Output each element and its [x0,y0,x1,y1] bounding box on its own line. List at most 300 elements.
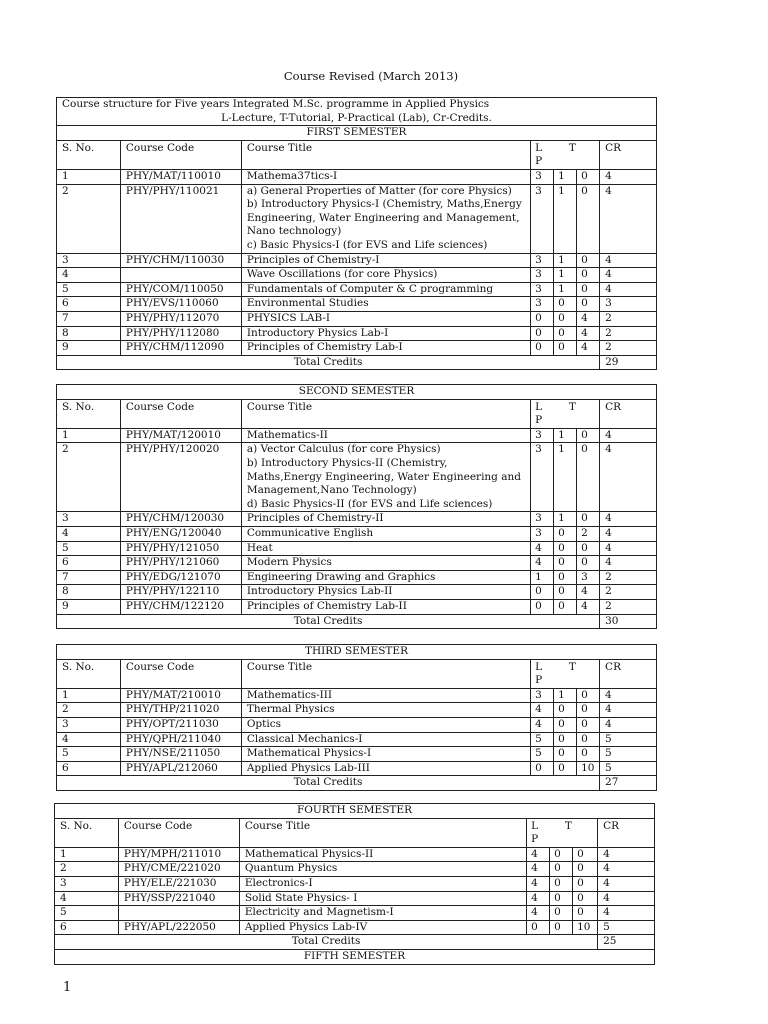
header-ltp [531,659,600,688]
course-row [55,847,655,862]
course-code: PHY/ENG/120040 [120,526,241,541]
course-row [57,761,657,776]
course-cr: 2 [600,570,657,585]
course-code: PHY/MAT/110010 [120,169,241,184]
course-p: 4 [577,326,600,341]
course-cr: 5 [600,732,657,747]
semester-heading: FIFTH SEMESTER [55,949,655,964]
course-sno: 4 [57,732,121,747]
course-t: 0 [554,703,577,718]
course-title: Electricity and Magnetism-I [239,906,526,921]
column-header-row [57,399,657,428]
course-code: PHY/APL/222050 [118,920,239,935]
header-t: T [568,660,576,673]
course-p: 4 [577,341,600,356]
course-sno: 7 [57,570,121,585]
course-title: Engineering Drawing and Graphics [241,570,530,585]
header-p: P [535,674,543,687]
course-sno: 9 [57,599,121,614]
course-l: 0 [531,585,554,600]
course-title: Communicative English [241,526,530,541]
course-sno: 6 [57,297,121,312]
course-cr: 4 [600,268,657,283]
course-sno: 2 [57,443,121,512]
total-credits-label: Total Credits [57,614,600,629]
course-t: 1 [554,428,577,443]
course-code: PHY/OPT/211030 [120,717,241,732]
header-code: Course Code [120,140,241,169]
course-title: Quantum Physics [239,862,526,877]
course-t: 0 [554,297,577,312]
course-t: 1 [554,169,577,184]
course-p: 0 [577,253,600,268]
course-p: 4 [577,311,600,326]
course-t: 0 [554,717,577,732]
total-credits-row [57,614,657,629]
course-cr: 5 [598,920,655,935]
total-credits-value: 25 [598,935,655,950]
course-p: 0 [577,512,600,527]
course-code: PHY/ELE/221030 [118,876,239,891]
course-t: 0 [550,876,573,891]
header-sno: S. No. [57,659,121,688]
column-header-row [57,140,657,169]
course-t: 0 [554,732,577,747]
semester-heading-row [57,126,657,141]
course-t: 0 [550,891,573,906]
course-cr: 4 [600,428,657,443]
course-cr: 4 [598,906,655,921]
column-header-row [55,818,655,847]
course-t: 0 [554,326,577,341]
course-t: 0 [554,526,577,541]
course-l: 3 [531,268,554,283]
semester-table-second [56,384,657,629]
course-title: Mathematical Physics-II [239,847,526,862]
course-row [57,253,657,268]
course-p: 3 [577,570,600,585]
course-l: 4 [531,556,554,571]
course-cr: 4 [598,891,655,906]
course-p: 0 [577,428,600,443]
course-code: PHY/PHY/120020 [120,443,241,512]
course-l: 4 [531,703,554,718]
course-p: 0 [573,906,598,921]
course-t: 0 [554,341,577,356]
course-title: Modern Physics [241,556,530,571]
course-code: PHY/CHM/110030 [120,253,241,268]
course-row [57,268,657,283]
course-p: 0 [577,541,600,556]
header-title: Course Title [241,659,530,688]
course-l: 3 [531,443,554,512]
course-cr: 4 [600,512,657,527]
course-sno: 3 [57,512,121,527]
course-title: Heat [241,541,530,556]
course-row [57,297,657,312]
course-sno: 5 [57,747,121,762]
course-row [55,920,655,935]
course-code: PHY/PHY/112070 [120,311,241,326]
course-code: PHY/PHY/112080 [120,326,241,341]
course-row [57,169,657,184]
header-t: T [568,141,576,154]
course-sno: 2 [57,184,121,253]
course-p: 0 [577,169,600,184]
course-title: Wave Oscillations (for core Physics) [241,268,530,283]
column-header-row [57,659,657,688]
intro-line-2: L-Lecture, T-Tutorial, P-Practical (Lab), Cr-Credits. [221,111,492,124]
course-title: Mathema37tics-I [241,169,530,184]
course-code: PHY/APL/212060 [120,761,241,776]
header-cr: CR [600,140,657,169]
header-l: L [535,141,543,154]
course-code: PHY/EDG/121070 [120,570,241,585]
header-sno: S. No. [57,140,121,169]
course-cr: 4 [600,526,657,541]
semester-heading: FIRST SEMESTER [57,126,657,141]
course-row [57,556,657,571]
course-row [57,541,657,556]
course-title: PHYSICS LAB-I [241,311,530,326]
total-credits-row [57,355,657,370]
course-l: 3 [531,253,554,268]
course-row [57,570,657,585]
total-credits-row [57,776,657,791]
course-cr: 5 [600,747,657,762]
course-sno: 3 [57,717,121,732]
header-sno: S. No. [57,399,121,428]
course-t: 0 [550,862,573,877]
course-l: 4 [531,541,554,556]
course-p: 0 [577,688,600,703]
course-t: 1 [554,253,577,268]
semester-heading: THIRD SEMESTER [57,645,657,660]
header-code: Course Code [120,659,241,688]
header-t: T [564,819,572,832]
course-t: 1 [554,512,577,527]
course-l: 0 [531,341,554,356]
course-code: PHY/CHM/112090 [120,341,241,356]
course-sno: 9 [57,341,121,356]
course-row [57,703,657,718]
header-title: Course Title [241,140,530,169]
total-credits-value: 27 [600,776,657,791]
course-code: PHY/MPH/211010 [118,847,239,862]
course-sno: 4 [57,268,121,283]
course-row [55,891,655,906]
course-title: Principles of Chemistry-I [241,253,530,268]
header-cr: CR [600,659,657,688]
course-cr: 4 [598,847,655,862]
course-l: 0 [531,761,554,776]
course-row [55,906,655,921]
course-row [57,326,657,341]
course-row [55,876,655,891]
course-l: 3 [531,512,554,527]
header-l: L [531,819,539,832]
course-cr: 5 [600,761,657,776]
course-t: 1 [554,282,577,297]
page-title: Course Revised (March 2013) [283,69,459,83]
course-sno: 6 [57,761,121,776]
header-ltp [531,140,600,169]
course-code: PHY/NSE/211050 [120,747,241,762]
course-p: 4 [577,599,600,614]
course-p: 0 [577,268,600,283]
course-l: 5 [531,732,554,747]
course-t: 0 [554,556,577,571]
course-row [57,428,657,443]
header-p: P [531,833,539,846]
course-p: 0 [577,282,600,297]
course-code: PHY/SSP/221040 [118,891,239,906]
semester-heading: FOURTH SEMESTER [55,804,655,819]
course-sno: 2 [57,703,121,718]
course-title: Mathematics-III [241,688,530,703]
course-p: 0 [577,747,600,762]
course-p: 0 [577,732,600,747]
course-sno: 8 [57,585,121,600]
course-row [57,732,657,747]
course-sno: 8 [57,326,121,341]
course-title: Principles of Chemistry Lab-I [241,341,530,356]
header-ltp [531,399,600,428]
course-p: 0 [577,556,600,571]
course-sno: 3 [57,253,121,268]
header-code: Course Code [120,399,241,428]
course-cr: 4 [600,717,657,732]
course-l: 3 [531,526,554,541]
course-p: 0 [573,862,598,877]
header-title: Course Title [241,399,530,428]
course-title: Principles of Chemistry-II [241,512,530,527]
course-l: 4 [527,891,550,906]
course-sno: 1 [57,428,121,443]
course-l: 3 [531,169,554,184]
course-p: 0 [577,297,600,312]
course-row [57,443,657,512]
course-row [57,747,657,762]
semester-heading-row [57,645,657,660]
course-sno: 1 [57,688,121,703]
course-title: Environmental Studies [241,297,530,312]
course-title: a) Vector Calculus (for core Physics) b) Introductory Physics-II (Chemistry, Maths,Energy Engineering, Water Engineering and Management,Nano Technology) d) Basic Physics-II (for EVS and Life sciences) [241,443,530,512]
total-credits-value: 30 [600,614,657,629]
course-title: Applied Physics Lab-III [241,761,530,776]
course-l: 1 [531,570,554,585]
course-code [120,268,241,283]
header-sno: S. No. [55,818,119,847]
course-t: 1 [554,184,577,253]
course-code: PHY/EVS/110060 [120,297,241,312]
course-row [57,688,657,703]
course-cr: 4 [600,184,657,253]
course-sno: 4 [55,891,119,906]
course-t: 0 [550,920,573,935]
course-l: 0 [531,599,554,614]
course-l: 3 [531,282,554,297]
course-sno: 3 [55,876,119,891]
course-t: 0 [554,761,577,776]
page-number: 1 [63,980,72,995]
course-t: 1 [554,268,577,283]
semester-table-first [56,97,657,370]
course-code [118,906,239,921]
course-row [57,526,657,541]
course-row [57,512,657,527]
course-l: 0 [527,920,550,935]
course-p: 0 [577,184,600,253]
total-credits-row [55,935,655,950]
course-t: 0 [550,847,573,862]
semester-heading-row [55,949,655,964]
course-title: Mathematical Physics-I [241,747,530,762]
course-cr: 4 [600,556,657,571]
course-sno: 6 [55,920,119,935]
course-row [57,282,657,297]
course-code: PHY/PHY/121060 [120,556,241,571]
course-title: Solid State Physics- I [239,891,526,906]
course-t: 0 [554,311,577,326]
course-l: 5 [531,747,554,762]
course-sno: 5 [55,906,119,921]
course-p: 0 [577,703,600,718]
course-title: Classical Mechanics-I [241,732,530,747]
total-credits-label: Total Credits [55,935,598,950]
header-cr: CR [598,818,655,847]
course-t: 0 [554,585,577,600]
semester-table-third [56,644,657,791]
header-l: L [535,400,543,413]
course-title: Optics [241,717,530,732]
course-cr: 2 [600,311,657,326]
course-code: PHY/CME/221020 [118,862,239,877]
course-code: PHY/PHY/121050 [120,541,241,556]
course-p: 4 [577,585,600,600]
course-row [57,341,657,356]
course-cr: 2 [600,599,657,614]
course-title: Applied Physics Lab-IV [239,920,526,935]
course-cr: 4 [600,253,657,268]
course-title: Introductory Physics Lab-I [241,326,530,341]
course-row [55,862,655,877]
header-p: P [535,155,543,168]
total-credits-value: 29 [600,355,657,370]
course-p: 0 [573,876,598,891]
course-l: 4 [527,847,550,862]
course-sno: 6 [57,556,121,571]
total-credits-label: Total Credits [57,776,600,791]
course-cr: 4 [600,443,657,512]
course-l: 3 [531,184,554,253]
course-title: Fundamentals of Computer & C programming [241,282,530,297]
course-l: 4 [527,906,550,921]
intro-line-1: Course structure for Five years Integrated M.Sc. programme in Applied Physics [62,98,490,110]
course-t: 0 [554,541,577,556]
course-p: 10 [573,920,598,935]
course-code: PHY/QPH/211040 [120,732,241,747]
semester-heading-row [57,385,657,400]
course-cr: 3 [600,297,657,312]
course-sno: 1 [55,847,119,862]
course-cr: 4 [600,703,657,718]
course-sno: 1 [57,169,121,184]
course-row [57,599,657,614]
course-code: PHY/COM/110050 [120,282,241,297]
course-row [57,585,657,600]
header-title: Course Title [239,818,526,847]
header-code: Course Code [118,818,239,847]
course-title: Introductory Physics Lab-II [241,585,530,600]
course-l: 0 [531,326,554,341]
total-credits-label: Total Credits [57,355,600,370]
course-code: PHY/CHM/120030 [120,512,241,527]
course-l: 0 [531,311,554,326]
course-p: 0 [573,847,598,862]
course-l: 4 [531,717,554,732]
course-title: Principles of Chemistry Lab-II [241,599,530,614]
course-l: 3 [531,428,554,443]
course-p: 2 [577,526,600,541]
course-code: PHY/PHY/110021 [120,184,241,253]
course-l: 3 [531,297,554,312]
course-sno: 5 [57,282,121,297]
header-cr: CR [600,399,657,428]
header-l: L [535,660,543,673]
course-code: PHY/MAT/210010 [120,688,241,703]
course-cr: 4 [600,169,657,184]
intro-row [57,98,657,126]
course-code: PHY/MAT/120010 [120,428,241,443]
course-code: PHY/PHY/122110 [120,585,241,600]
course-t: 1 [554,688,577,703]
course-t: 0 [550,906,573,921]
course-t: 0 [554,599,577,614]
course-title: a) General Properties of Matter (for core Physics) b) Introductory Physics-I (Chemistry, Maths,Energy Engineering, Water Engineering and Management, Nano technology) c) Basic Physics-I (for EVS and Life sciences) [241,184,530,253]
course-title: Electronics-I [239,876,526,891]
course-t: 0 [554,747,577,762]
course-l: 4 [527,862,550,877]
course-t: 0 [554,570,577,585]
course-sno: 4 [57,526,121,541]
semester-heading: SECOND SEMESTER [57,385,657,400]
course-row [57,311,657,326]
course-cr: 4 [600,688,657,703]
course-code: PHY/THP/211020 [120,703,241,718]
course-row [57,184,657,253]
header-p: P [535,414,543,427]
header-ltp [527,818,598,847]
course-sno: 5 [57,541,121,556]
course-title: Mathematics-II [241,428,530,443]
course-code: PHY/CHM/122120 [120,599,241,614]
course-cr: 4 [598,862,655,877]
course-p: 0 [577,443,600,512]
course-p: 0 [573,891,598,906]
course-sno: 2 [55,862,119,877]
course-p: 0 [577,717,600,732]
course-cr: 2 [600,326,657,341]
course-sno: 7 [57,311,121,326]
semester-table-fourth [54,803,655,965]
course-cr: 4 [600,541,657,556]
header-t: T [568,400,576,413]
course-l: 3 [531,688,554,703]
course-cr: 2 [600,585,657,600]
course-title: Thermal Physics [241,703,530,718]
course-cr: 4 [598,876,655,891]
